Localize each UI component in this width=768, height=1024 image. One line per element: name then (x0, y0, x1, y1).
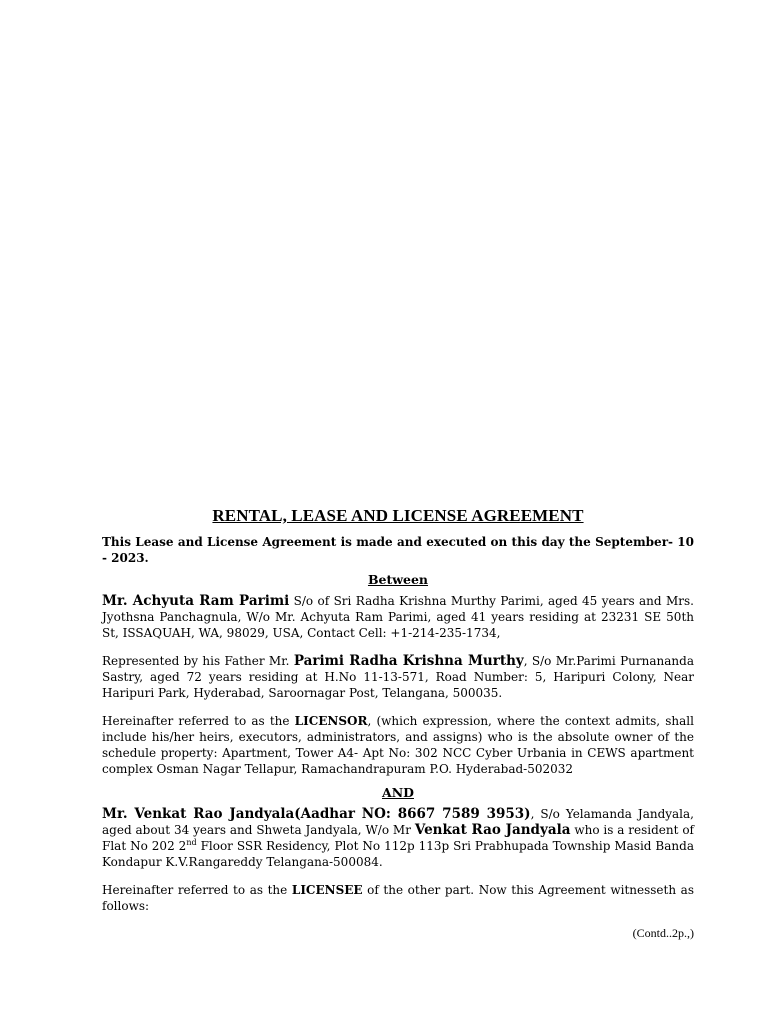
licensee-role: LICENSEE (291, 883, 363, 897)
between-heading: Between (367, 572, 429, 587)
licensee-name-repeat: Venkat Rao Jandyala (414, 822, 571, 838)
agreement-date-statement: This Lease and License Agreement is made and executed on this day the September- 10 - 2023. (102, 535, 694, 565)
document-title: RENTAL, LEASE AND LICENSE AGREEMENT (212, 506, 584, 525)
licensee-clause-paragraph (102, 882, 694, 914)
continuation-note: (Contd..2p.,) (632, 926, 694, 940)
licensee-details-3: Floor SSR Residency, Plot No 112p 113p Sri Prabhupada Township Masid Banda Kondapur K.V.Rangareddy Telangana-500084. (102, 839, 694, 869)
licensee-details-2: who is a resident of Flat No 202 2 (102, 823, 694, 853)
licensor-clause-details: , (which expression, where the context admits, shall include his/her heirs, executors, administrators, and assigns) who is the absolute owner of the schedule property: Apartment, Tower A4- Apt No: 302 NCC Cyber Urbania in CEWS apartment complex Osman Nagar Tellapur, Ramachandrapuram P.O. Hyderabad-502032 (102, 714, 694, 776)
representative-paragraph (102, 653, 694, 701)
licensee-paragraph (102, 806, 694, 870)
licensee-clause-prefix: Hereinafter referred to as the (102, 883, 288, 897)
licensee-name: Mr. Venkat Rao Jandyala(Aadhar NO: 8667 7589 3953) (102, 806, 531, 822)
floor-ordinal-suffix: nd (186, 838, 197, 847)
licensee-clause-details: of the other part. Now this Agreement witnesseth as follows: (102, 883, 694, 913)
document-page (102, 506, 694, 941)
licensor-role: LICENSOR (294, 714, 368, 728)
representative-name: Parimi Radha Krishna Murthy (293, 653, 524, 669)
licensor-owner-name: Mr. Achyuta Ram Parimi (102, 593, 290, 609)
representative-details: , S/o Mr.Parimi Purnananda Sastry, aged 72 years residing at H.No 11-13-571, Road Number: 5, Haripuri Colony, Near Haripuri Park, Hyderabad, Saroornagar Post, Telangana, 500035. (102, 654, 694, 700)
licensor-owner-details: S/o of Sri Radha Krishna Murthy Parimi, aged 45 years and Mrs. Jyothsna Panchagnula, W/o Mr. Achyuta Ram Parimi, aged 41 years residing at 23231 SE 50th St, ISSAQUAH, WA, 98029, USA, Contact Cell: +1-214-235-1734, (102, 594, 694, 640)
representative-prefix: Represented by his Father Mr. (102, 654, 290, 668)
licensor-clause-paragraph (102, 713, 694, 777)
and-heading: AND (382, 785, 414, 800)
licensor-owner-paragraph (102, 593, 694, 641)
licensee-details-1: , S/o Yelamanda Jandyala, aged about 34 years and Shweta Jandyala, W/o Mr (102, 807, 694, 837)
licensor-clause-prefix: Hereinafter referred to as the (102, 714, 290, 728)
